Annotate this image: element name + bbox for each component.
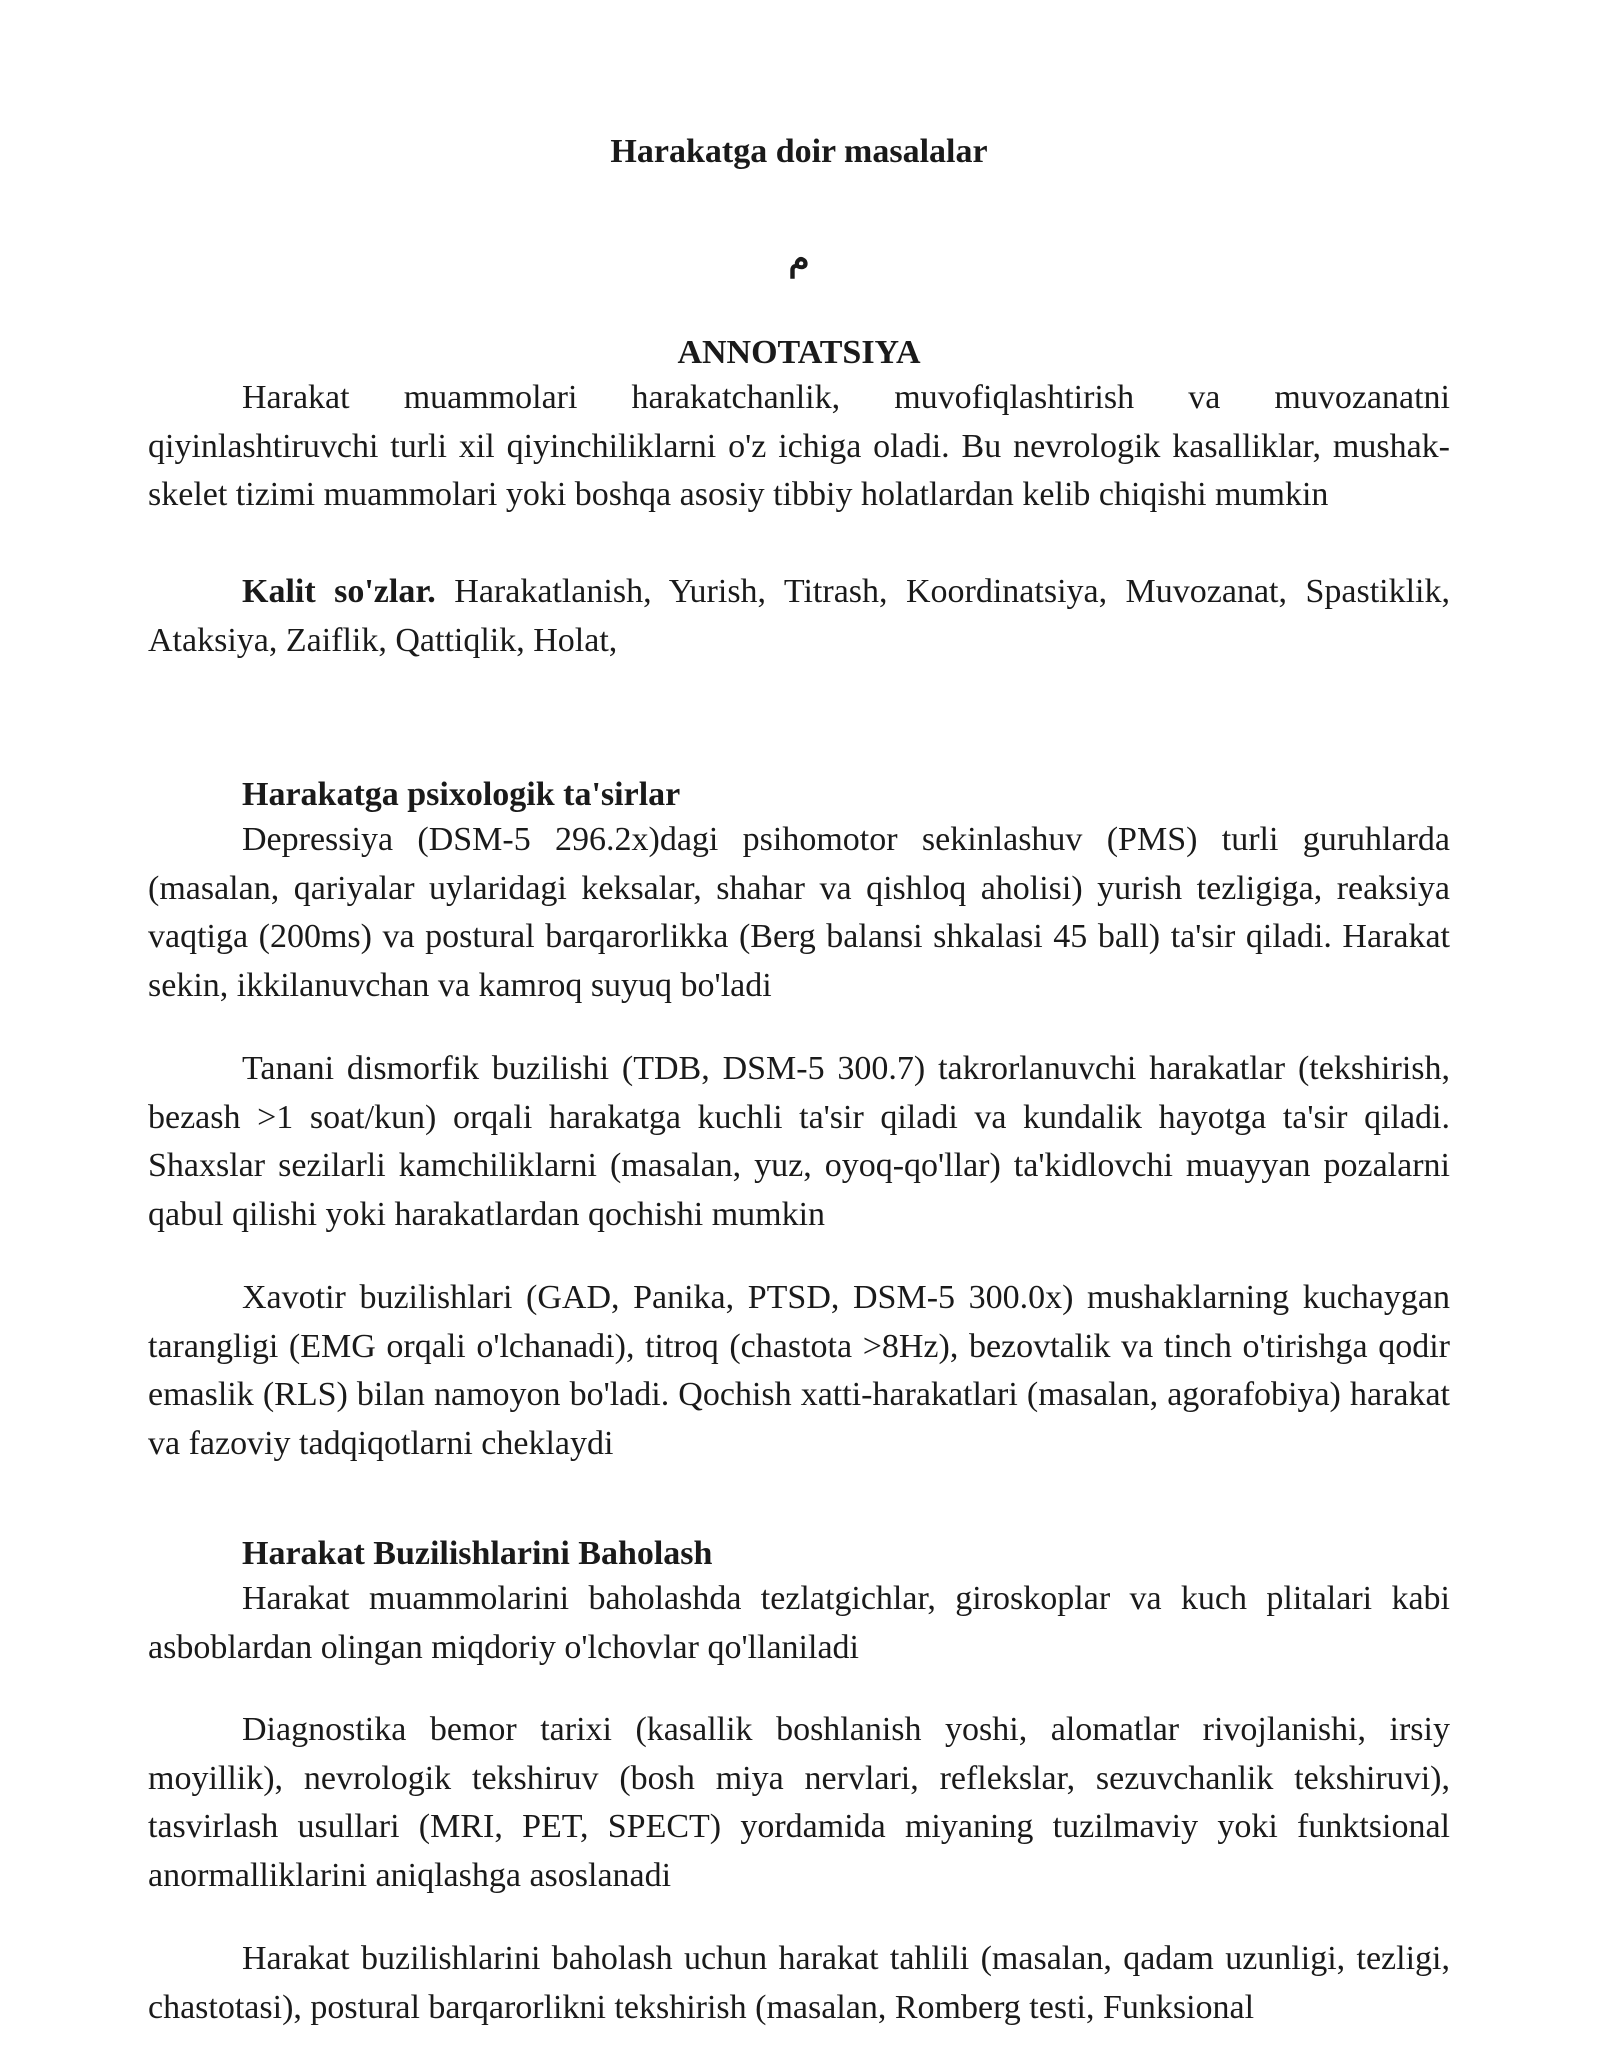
section2-paragraph-1: Harakat muammolarini baholashda tezlatgichlar, giroskoplar va kuch plitalari kabi asboblardan olingan miqdoriy o'lchovlar qo'llaniladi bbox=[148, 1580, 1450, 1666]
section-heading-assessment: Harakat Buzilishlarini Baholash bbox=[242, 1535, 713, 1572]
document-title: Harakatga doir masalalar bbox=[610, 133, 988, 170]
section2-paragraph-3: Harakat buzilishlarini baholash uchun harakat tahlili (masalan, qadam uzunligi, tezligi, chastotasi), postural barqarorlikni tekshirish (masalan, Romberg testi, Funksional bbox=[148, 1940, 1450, 2026]
keywords-paragraph bbox=[148, 568, 1450, 665]
keywords-label: Kalit so'zlar. bbox=[242, 573, 436, 610]
annotation-heading: ANNOTATSIYA bbox=[677, 334, 921, 371]
keywords-list: Harakatlanish, Yurish, Titrash, Koordinatsiya, Muvozanat, Spastiklik, Ataksiya, Zaiflik, Qattiqlik, Holat, bbox=[148, 573, 1450, 659]
section1-paragraph-1: Depressiya (DSM-5 296.2x)dagi psihomotor sekinlashuv (PMS) turli guruhlarda (masalan, qariyalar uylaridagi keksalar, shahar va qishloq aholisi) yurish tezligiga, reaksiya vaqtiga (200ms) va postural barqarorlikka (Berg balansi shkalasi 45 ball) ta'sir qiladi. Harakat sekin, ikkilanuvchan va kamroq suyuq bo'ladi bbox=[148, 821, 1450, 1004]
section2-paragraph-2: Diagnostika bemor tarixi (kasallik boshlanish yoshi, alomatlar rivojlanishi, irsiy moyillik), nevrologik tekshiruv (bosh miya nervlari, reflekslar, sezuvchanlik tekshiruvi), tasvirlash usullari (MRI, PET, SPECT) yordamida miyaning tuzilmaviy yoki funktsional anormalliklarini aniqlashga asoslanadi bbox=[148, 1711, 1450, 1894]
arabic-glyph: م bbox=[788, 241, 810, 278]
section-heading-psychological: Harakatga psixologik ta'sirlar bbox=[242, 776, 681, 813]
section1-paragraph-3: Xavotir buzilishlari (GAD, Panika, PTSD, DSM-5 300.0x) mushaklarning kuchaygan tarangligi (EMG orqali o'lchanadi), titroq (chastota >8Hz), bezovtalik va tinch o'tirishga qodir emaslik (RLS) bilan namoyon bo'ladi. Qochish xatti-harakatlari (masalan, agorafobiya) harakat va fazoviy tadqiqotlarni cheklaydi bbox=[148, 1279, 1450, 1462]
section1-paragraph-2: Tanani dismorfik buzilishi (TDB, DSM-5 300.7) takrorlanuvchi harakatlar (tekshirish, bezash >1 soat/kun) orqali harakatga kuchli ta'sir qiladi va kundalik hayotga ta'sir qiladi. Shaxslar sezilarli kamchiliklarni (masalan, yuz, oyoq-qo'llar) ta'kidlovchi muayyan pozalarni qabul qilishi yoki harakatlardan qochishi mumkin bbox=[148, 1050, 1450, 1233]
annotation-text: Harakat muammolari harakatchanlik, muvofiqlashtirish va muvozanatni qiyinlashtiruvchi turli xil qiyinchiliklarni o'z ichiga oladi. Bu nevrologik kasalliklar, mushak-skelet tizimi muammolari yoki boshqa asosiy tibbiy holatlardan kelib chiqishi mumkin bbox=[148, 379, 1450, 513]
